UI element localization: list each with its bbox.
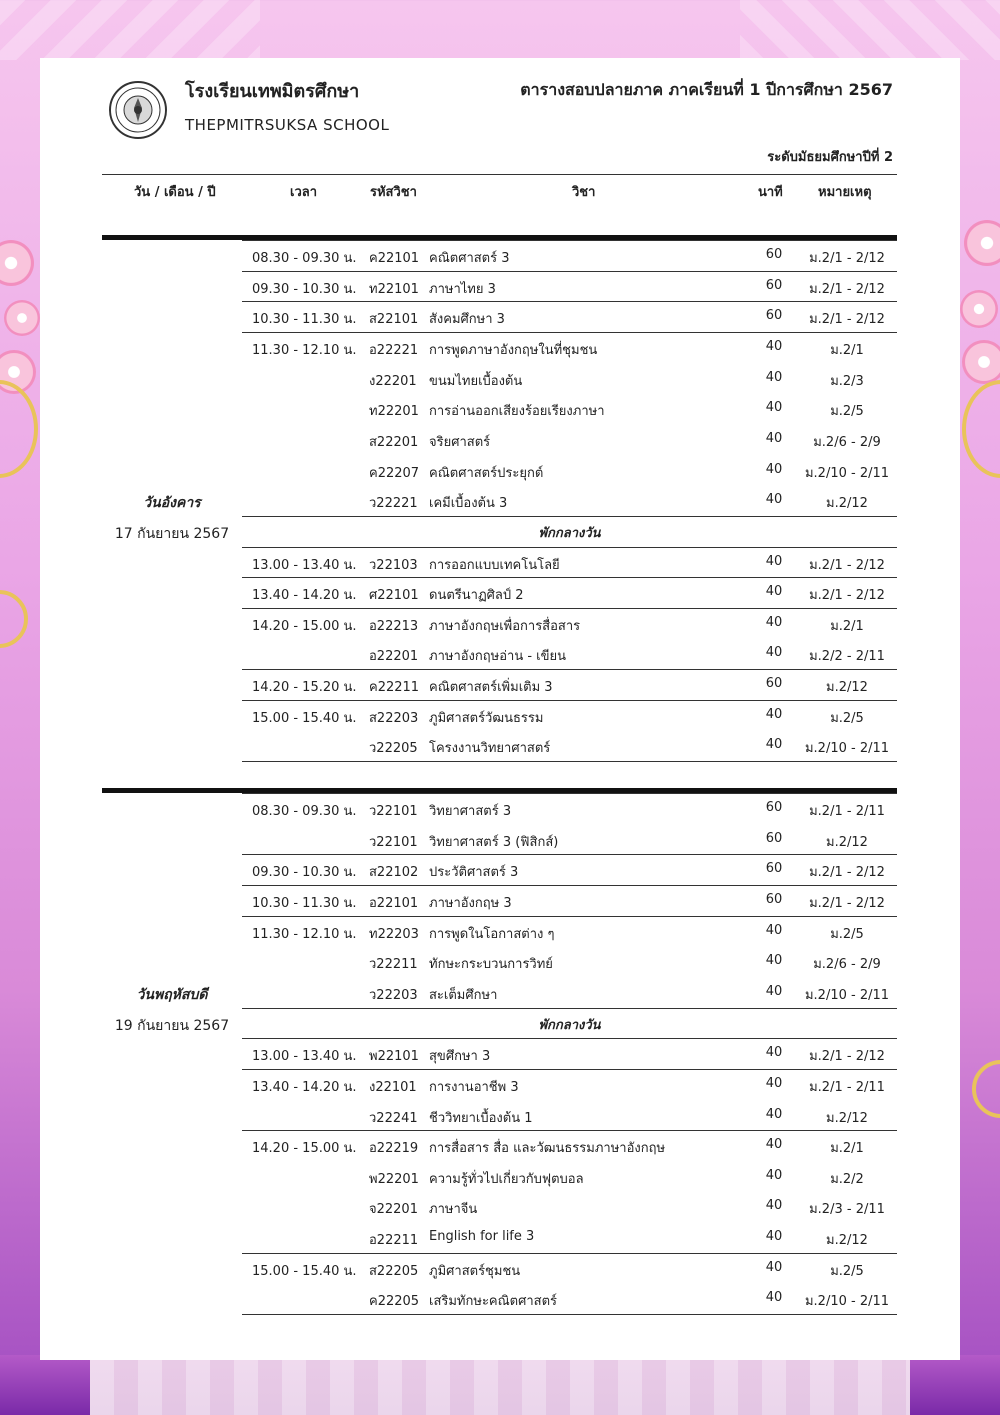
exam-minutes: 40 bbox=[765, 584, 783, 600]
exam-minutes: 40 bbox=[765, 953, 783, 969]
exam-time: 08.30 - 09.30 น. bbox=[252, 804, 357, 819]
gold-ornament bbox=[962, 380, 1000, 478]
subject-code: อ22219 bbox=[369, 1141, 419, 1157]
class-note: ม.2/6 - 2/9 bbox=[813, 434, 881, 450]
row-divider bbox=[242, 1008, 897, 1009]
table-row bbox=[102, 669, 897, 699]
exam-minutes: 40 bbox=[765, 1167, 783, 1183]
subject-code: ง22101 bbox=[369, 1079, 417, 1095]
subject-code: พ22101 bbox=[369, 1049, 419, 1065]
subject-name: ความรู้ทั่วไปเกี่ยวกับฟุตบอล bbox=[429, 1171, 584, 1187]
exam-minutes: 40 bbox=[765, 1290, 783, 1306]
row-divider bbox=[242, 577, 897, 578]
subject-name: การออกแบบเทคโนโลยี bbox=[429, 557, 560, 573]
exam-time: 14.20 - 15.00 น. bbox=[252, 1141, 357, 1157]
subject-code: ง22201 bbox=[369, 373, 417, 389]
exam-minutes: 40 bbox=[765, 492, 783, 508]
subject-code: ท22203 bbox=[369, 926, 419, 942]
exam-minutes: 40 bbox=[765, 553, 783, 569]
column-header-note: หมายเหตุ bbox=[818, 185, 872, 200]
gold-ornament bbox=[972, 1060, 1000, 1118]
exam-minutes: 40 bbox=[765, 400, 783, 416]
subject-name: ภูมิศาสตร์วัฒนธรรม bbox=[429, 710, 544, 726]
subject-name: ภาษาอังกฤษ 3 bbox=[429, 895, 512, 911]
subject-code: ว22221 bbox=[369, 496, 418, 512]
exam-minutes: 60 bbox=[765, 830, 783, 846]
table-row bbox=[102, 730, 897, 760]
flower-decoration bbox=[962, 340, 1000, 384]
class-note: ม.2/10 - 2/11 bbox=[804, 465, 890, 481]
exam-minutes: 40 bbox=[765, 1106, 783, 1122]
table-row bbox=[102, 363, 897, 393]
lunch-break-label: พักกลางวัน bbox=[538, 525, 601, 541]
subject-name: ทักษะกระบวนการวิทย์ bbox=[429, 957, 553, 973]
exam-minutes: 40 bbox=[765, 1259, 783, 1275]
row-divider bbox=[242, 332, 897, 333]
exam-minutes: 40 bbox=[765, 1137, 783, 1153]
exam-date: 17 กันยายน 2567 bbox=[114, 525, 230, 542]
exam-time: 13.40 - 14.20 น. bbox=[252, 588, 357, 604]
flower-decoration bbox=[964, 220, 1000, 266]
subject-name: วิทยาศาสตร์ 3 bbox=[429, 804, 512, 819]
subject-name: ขนมไทยเบื้องต้น bbox=[429, 373, 523, 389]
exam-minutes: 60 bbox=[765, 247, 783, 262]
table-row bbox=[102, 854, 897, 884]
column-header-code: รหัสวิชา bbox=[370, 185, 417, 200]
class-note: ม.2/2 - 2/11 bbox=[809, 649, 885, 665]
table-row bbox=[102, 424, 897, 454]
exam-time: 09.30 - 10.30 น. bbox=[252, 281, 357, 297]
class-note: ม.2/2 bbox=[830, 1171, 864, 1187]
class-note: ม.2/5 bbox=[830, 926, 864, 942]
subject-name: การงานอาชีพ 3 bbox=[429, 1079, 519, 1095]
row-divider bbox=[242, 669, 897, 670]
subject-code: ท22201 bbox=[369, 404, 419, 420]
table-row bbox=[102, 393, 897, 423]
column-header-subject: วิชา bbox=[572, 185, 596, 200]
grade-level: ระดับมัธยมศึกษาปีที่ 2 bbox=[767, 150, 893, 165]
exam-minutes: 60 bbox=[765, 800, 783, 815]
subject-code: พ22201 bbox=[369, 1171, 419, 1187]
block-end-divider bbox=[242, 1314, 897, 1315]
exam-minutes: 40 bbox=[765, 1229, 783, 1245]
exam-minutes: 40 bbox=[765, 461, 783, 477]
table-row bbox=[102, 1130, 897, 1160]
row-divider bbox=[242, 854, 897, 855]
gold-ornament bbox=[0, 380, 38, 478]
exam-time: 15.00 - 15.40 น. bbox=[252, 1263, 357, 1279]
flower-decoration bbox=[4, 300, 40, 336]
exam-minutes: 40 bbox=[765, 1198, 783, 1214]
subject-name: คณิตศาสตร์ประยุกต์ bbox=[429, 465, 544, 481]
class-note: ม.2/1 - 2/12 bbox=[809, 865, 885, 881]
exam-minutes: 40 bbox=[765, 430, 783, 446]
row-divider bbox=[242, 885, 897, 886]
subject-code: ส22201 bbox=[369, 434, 419, 450]
exam-time: 14.20 - 15.00 น. bbox=[252, 618, 357, 634]
subject-code: อ22213 bbox=[369, 618, 419, 634]
class-note: ม.2/1 bbox=[830, 618, 864, 634]
exam-minutes: 40 bbox=[765, 614, 783, 630]
exam-time: 09.30 - 10.30 น. bbox=[252, 865, 357, 881]
exam-time: 13.00 - 13.40 น. bbox=[252, 1049, 357, 1065]
subject-name: ภาษาอังกฤษเพื่อการสื่อสาร bbox=[429, 618, 581, 634]
flower-decoration bbox=[960, 290, 998, 328]
document-paper bbox=[40, 58, 960, 1360]
class-note: ม.2/5 bbox=[830, 404, 864, 420]
subject-code: ค22205 bbox=[369, 1294, 420, 1310]
exam-minutes: 40 bbox=[765, 645, 783, 661]
class-note: ม.2/1 - 2/12 bbox=[809, 1049, 885, 1065]
table-row bbox=[102, 638, 897, 668]
subject-code: อ22101 bbox=[369, 895, 419, 911]
class-note: ม.2/12 bbox=[826, 834, 868, 850]
row-divider bbox=[242, 271, 897, 272]
subject-name: ภูมิศาสตร์ชุมชน bbox=[429, 1263, 521, 1279]
class-note: ม.2/10 - 2/11 bbox=[804, 987, 890, 1003]
subject-code: ว22101 bbox=[369, 834, 418, 850]
row-divider bbox=[242, 240, 897, 241]
subject-name: สังคมศึกษา 3 bbox=[429, 312, 505, 328]
subject-name: คณิตศาสตร์ 3 bbox=[429, 251, 510, 266]
background-pattern-left bbox=[0, 0, 260, 60]
table-row bbox=[102, 1161, 897, 1191]
exam-date: 19 กันยายน 2567 bbox=[114, 1017, 230, 1034]
row-divider bbox=[242, 301, 897, 302]
subject-name: วิทยาศาสตร์ 3 (ฟิสิกส์) bbox=[429, 834, 559, 850]
exam-time: 14.20 - 15.20 น. bbox=[252, 680, 357, 696]
row-divider bbox=[242, 1130, 897, 1131]
subject-name: จริยศาสตร์ bbox=[429, 434, 491, 450]
exam-minutes: 40 bbox=[765, 338, 783, 354]
exam-time: 11.30 - 12.10 น. bbox=[252, 342, 357, 358]
subject-code: ว22205 bbox=[369, 741, 418, 757]
exam-day-name: วันพฤหัสบดี bbox=[136, 986, 208, 1003]
subject-code: อ22201 bbox=[369, 649, 419, 665]
subject-name: เคมีเบื้องต้น 3 bbox=[429, 496, 508, 512]
subject-code: อ22211 bbox=[369, 1233, 419, 1249]
exam-minutes: 60 bbox=[765, 277, 783, 293]
flower-decoration bbox=[0, 240, 34, 286]
table-row bbox=[102, 547, 897, 577]
subject-code: ค22101 bbox=[369, 251, 420, 266]
exam-minutes: 40 bbox=[765, 1075, 783, 1091]
table-row bbox=[102, 1069, 897, 1099]
row-divider bbox=[242, 700, 897, 701]
subject-code: ค22211 bbox=[369, 680, 420, 696]
table-row bbox=[102, 946, 897, 976]
subject-code: จ22201 bbox=[369, 1202, 418, 1218]
subject-name: โครงงานวิทยาศาสตร์ bbox=[429, 741, 551, 757]
class-note: ม.2/5 bbox=[830, 1263, 864, 1279]
table-row bbox=[102, 1191, 897, 1221]
exam-minutes: 60 bbox=[765, 676, 783, 692]
subject-name: การพูดในโอกาสต่าง ๆ bbox=[429, 926, 555, 942]
table-row bbox=[102, 916, 897, 946]
column-header-time: เวลา bbox=[290, 185, 318, 200]
table-row bbox=[102, 332, 897, 362]
exam-minutes: 40 bbox=[765, 706, 783, 722]
exam-time: 10.30 - 11.30 น. bbox=[252, 312, 357, 328]
class-note: ม.2/12 bbox=[826, 680, 868, 696]
row-divider bbox=[242, 516, 897, 517]
class-note: ม.2/1 - 2/12 bbox=[809, 251, 885, 266]
school-logo-icon bbox=[108, 80, 168, 140]
exam-time: 13.00 - 13.40 น. bbox=[252, 557, 357, 573]
row-divider bbox=[242, 608, 897, 609]
row-divider bbox=[242, 793, 897, 794]
gold-ornament bbox=[0, 590, 28, 648]
subject-code: ว22241 bbox=[369, 1110, 418, 1126]
table-row bbox=[102, 1222, 897, 1252]
school-name-th: โรงเรียนเทพมิตรศึกษา bbox=[185, 81, 360, 102]
subject-name: สะเต็มศึกษา bbox=[429, 987, 498, 1003]
subject-code: ว22211 bbox=[369, 957, 418, 973]
table-row bbox=[102, 885, 897, 915]
subject-name: การอ่านออกเสียงร้อยเรียงภาษา bbox=[429, 404, 605, 420]
subject-name: สุขศึกษา 3 bbox=[429, 1049, 491, 1065]
table-row bbox=[102, 608, 897, 638]
subject-name: การพูดภาษาอังกฤษในที่ชุมชน bbox=[429, 342, 598, 358]
row-divider bbox=[242, 1253, 897, 1254]
exam-minutes: 60 bbox=[765, 891, 783, 907]
day-block bbox=[102, 235, 897, 757]
table-row bbox=[102, 1100, 897, 1130]
document-title: ตารางสอบปลายภาค ภาคเรียนที่ 1 ปีการศึกษา 2567 bbox=[520, 80, 893, 99]
class-note: ม.2/1 - 2/11 bbox=[809, 804, 885, 819]
class-note: ม.2/1 - 2/12 bbox=[809, 312, 885, 328]
subject-name: ดนตรีนาฏศิลป์ 2 bbox=[429, 588, 524, 604]
exam-time: 13.40 - 14.20 น. bbox=[252, 1079, 357, 1095]
table-row bbox=[102, 271, 897, 301]
subject-code: ส22101 bbox=[369, 312, 419, 328]
exam-time: 15.00 - 15.40 น. bbox=[252, 710, 357, 726]
day-block bbox=[102, 788, 897, 1310]
row-divider bbox=[242, 547, 897, 548]
exam-time: 10.30 - 11.30 น. bbox=[252, 895, 357, 911]
subject-code: ว22103 bbox=[369, 557, 418, 573]
class-note: ม.2/5 bbox=[830, 710, 864, 726]
class-note: ม.2/1 - 2/11 bbox=[809, 1079, 885, 1095]
table-row bbox=[102, 700, 897, 730]
subject-name: English for life 3 bbox=[429, 1229, 535, 1245]
row-divider bbox=[242, 916, 897, 917]
table-row bbox=[102, 455, 897, 485]
subject-name: เสริมทักษะคณิตศาสตร์ bbox=[429, 1294, 558, 1310]
subject-name: ภาษาไทย 3 bbox=[429, 281, 496, 297]
exam-time: 11.30 - 12.10 น. bbox=[252, 926, 357, 942]
subject-code: ส22102 bbox=[369, 865, 419, 881]
exam-minutes: 40 bbox=[765, 983, 783, 999]
subject-code: ศ22101 bbox=[369, 588, 419, 604]
table-row bbox=[102, 240, 897, 270]
class-note: ม.2/1 - 2/12 bbox=[809, 557, 885, 573]
table-row bbox=[102, 793, 897, 823]
subject-code: ส22203 bbox=[369, 710, 419, 726]
table-row bbox=[102, 1283, 897, 1313]
class-note: ม.2/3 - 2/11 bbox=[809, 1202, 885, 1218]
class-note: ม.2/12 bbox=[826, 496, 868, 512]
column-header-date: วัน / เดือน / ปี bbox=[134, 185, 216, 200]
class-note: ม.2/3 bbox=[830, 373, 864, 389]
class-note: ม.2/10 - 2/11 bbox=[804, 1294, 890, 1310]
table-row bbox=[102, 1253, 897, 1283]
subject-code: ส22205 bbox=[369, 1263, 419, 1279]
exam-day-name: วันอังคาร bbox=[143, 495, 201, 512]
table-row bbox=[102, 577, 897, 607]
row-divider bbox=[242, 1069, 897, 1070]
class-note: ม.2/1 bbox=[830, 1141, 864, 1157]
exam-minutes: 60 bbox=[765, 308, 783, 324]
subject-code: ว22203 bbox=[369, 987, 418, 1003]
subject-name: ภาษาอังกฤษอ่าน - เขียน bbox=[429, 649, 566, 665]
subject-code: ค22207 bbox=[369, 465, 420, 481]
table-row bbox=[102, 824, 897, 854]
subject-name: คณิตศาสตร์เพิ่มเติม 3 bbox=[429, 680, 553, 696]
class-note: ม.2/1 bbox=[830, 342, 864, 358]
exam-minutes: 40 bbox=[765, 1045, 783, 1061]
row-divider bbox=[242, 1038, 897, 1039]
table-header bbox=[102, 174, 897, 205]
background-pattern-right bbox=[740, 0, 1000, 60]
exam-minutes: 60 bbox=[765, 861, 783, 877]
school-name-en: THEPMITRSUKSA SCHOOL bbox=[185, 116, 390, 134]
exam-minutes: 40 bbox=[765, 737, 783, 753]
subject-code: ท22101 bbox=[369, 281, 419, 297]
class-note: ม.2/12 bbox=[826, 1110, 868, 1126]
subject-name: ภาษาจีน bbox=[429, 1202, 478, 1218]
subject-name: การสื่อสาร สื่อ และวัฒนธรรมภาษาอังกฤษ bbox=[429, 1141, 666, 1157]
exam-time: 08.30 - 09.30 น. bbox=[252, 251, 357, 266]
class-note: ม.2/1 - 2/12 bbox=[809, 281, 885, 297]
table-row bbox=[102, 301, 897, 331]
class-note: ม.2/10 - 2/11 bbox=[804, 741, 890, 757]
class-note: ม.2/6 - 2/9 bbox=[813, 957, 881, 973]
subject-code: ว22101 bbox=[369, 804, 418, 819]
subject-code: อ22221 bbox=[369, 342, 419, 358]
subject-name: ชีววิทยาเบื้องต้น 1 bbox=[429, 1110, 533, 1126]
exam-minutes: 40 bbox=[765, 922, 783, 938]
lunch-break-label: พักกลางวัน bbox=[538, 1017, 601, 1033]
block-end-divider bbox=[242, 761, 897, 762]
bottom-pattern bbox=[90, 1360, 910, 1415]
table-row bbox=[102, 1038, 897, 1068]
class-note: ม.2/12 bbox=[826, 1233, 868, 1249]
class-note: ม.2/1 - 2/12 bbox=[809, 895, 885, 911]
class-note: ม.2/1 - 2/12 bbox=[809, 588, 885, 604]
column-header-minutes: นาที bbox=[758, 185, 783, 200]
exam-minutes: 40 bbox=[765, 369, 783, 385]
subject-name: ประวัติศาสตร์ 3 bbox=[429, 865, 519, 881]
